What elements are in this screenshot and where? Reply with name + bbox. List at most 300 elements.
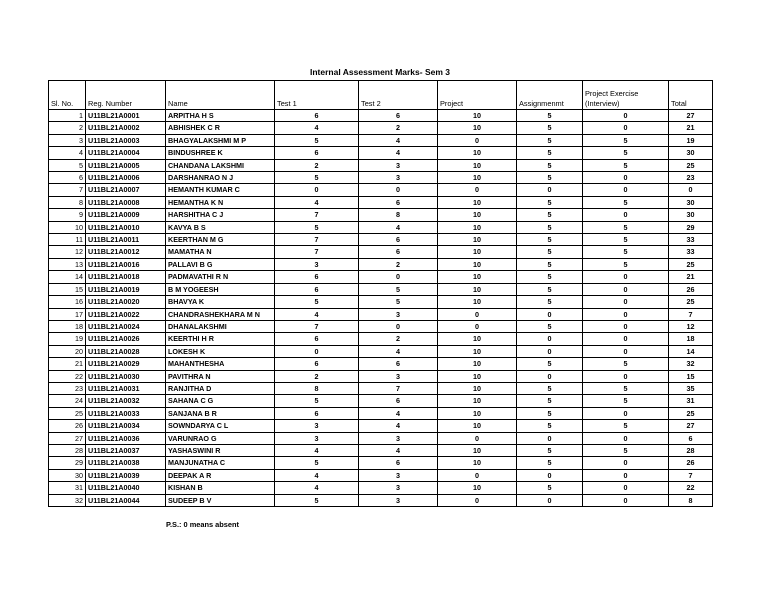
- cell-name: DHANALAKSHMI: [166, 320, 275, 332]
- marks-table: [48, 80, 713, 507]
- cell-reg-number: U11BL21A0030: [86, 370, 166, 382]
- cell-test-2: 0: [359, 320, 438, 332]
- table-row: [49, 122, 713, 134]
- cell-reg-number: U11BL21A0011: [86, 234, 166, 246]
- cell-total: 27: [669, 420, 713, 432]
- cell-reg-number: U11BL21A0016: [86, 258, 166, 270]
- table-row: [49, 407, 713, 419]
- cell-name: BHAGYALAKSHMI M P: [166, 134, 275, 146]
- cell-test-2: 6: [359, 457, 438, 469]
- cell-test-1: 7: [275, 320, 359, 332]
- cell-project-exercise: 5: [583, 134, 669, 146]
- cell-test-2: 3: [359, 159, 438, 171]
- cell-reg-number: U11BL21A0007: [86, 184, 166, 196]
- cell-test-1: 6: [275, 283, 359, 295]
- cell-project: 0: [438, 494, 517, 506]
- cell-name: MAMATHA N: [166, 246, 275, 258]
- cell-test-1: 6: [275, 407, 359, 419]
- cell-test-2: 3: [359, 370, 438, 382]
- cell-total: 31: [669, 395, 713, 407]
- cell-sl-no: 9: [49, 209, 86, 221]
- cell-total: 21: [669, 122, 713, 134]
- cell-name: B M YOGEESH: [166, 283, 275, 295]
- cell-project: 10: [438, 382, 517, 394]
- cell-project: 10: [438, 370, 517, 382]
- cell-total: 7: [669, 469, 713, 481]
- cell-reg-number: U11BL21A0001: [86, 110, 166, 122]
- cell-test-2: 3: [359, 432, 438, 444]
- cell-project-exercise: 5: [583, 159, 669, 171]
- cell-reg-number: U11BL21A0032: [86, 395, 166, 407]
- cell-reg-number: U11BL21A0006: [86, 172, 166, 184]
- cell-total: 7: [669, 308, 713, 320]
- cell-project-exercise: 0: [583, 370, 669, 382]
- cell-name: KAVYA B S: [166, 221, 275, 233]
- cell-name: DEEPAK A R: [166, 469, 275, 481]
- cell-test-1: 6: [275, 110, 359, 122]
- cell-name: SOWNDARYA C L: [166, 420, 275, 432]
- cell-total: 25: [669, 159, 713, 171]
- cell-project: 0: [438, 432, 517, 444]
- cell-assignment: 0: [517, 345, 583, 357]
- cell-project-exercise: 0: [583, 482, 669, 494]
- header-project: Project: [438, 81, 517, 110]
- cell-test-1: 3: [275, 432, 359, 444]
- cell-project-exercise: 0: [583, 172, 669, 184]
- cell-reg-number: U11BL21A0009: [86, 209, 166, 221]
- cell-test-1: 4: [275, 196, 359, 208]
- cell-assignment: 5: [517, 358, 583, 370]
- cell-sl-no: 5: [49, 159, 86, 171]
- cell-total: 15: [669, 370, 713, 382]
- cell-test-1: 7: [275, 246, 359, 258]
- cell-name: KEERTHI H R: [166, 333, 275, 345]
- cell-test-1: 5: [275, 395, 359, 407]
- cell-total: 32: [669, 358, 713, 370]
- header-reg-number: Reg. Number: [86, 81, 166, 110]
- cell-reg-number: U11BL21A0044: [86, 494, 166, 506]
- cell-project: 10: [438, 159, 517, 171]
- cell-total: 26: [669, 457, 713, 469]
- cell-assignment: 0: [517, 370, 583, 382]
- cell-reg-number: U11BL21A0019: [86, 283, 166, 295]
- cell-project-exercise: 0: [583, 283, 669, 295]
- cell-project: 10: [438, 444, 517, 456]
- cell-total: 25: [669, 407, 713, 419]
- cell-assignment: 5: [517, 234, 583, 246]
- cell-total: 21: [669, 271, 713, 283]
- cell-project-exercise: 0: [583, 469, 669, 481]
- table-row: [49, 457, 713, 469]
- table-row: [49, 382, 713, 394]
- cell-test-1: 6: [275, 147, 359, 159]
- cell-project-exercise: 0: [583, 457, 669, 469]
- cell-total: 33: [669, 234, 713, 246]
- cell-assignment: 5: [517, 172, 583, 184]
- cell-name: PADMAVATHI R N: [166, 271, 275, 283]
- cell-test-2: 2: [359, 333, 438, 345]
- cell-reg-number: U11BL21A0038: [86, 457, 166, 469]
- cell-test-1: 6: [275, 358, 359, 370]
- cell-test-1: 4: [275, 122, 359, 134]
- cell-name: PALLAVI B G: [166, 258, 275, 270]
- cell-reg-number: U11BL21A0033: [86, 407, 166, 419]
- cell-name: BHAVYA K: [166, 296, 275, 308]
- footnote: P.S.: 0 means absent: [166, 520, 239, 529]
- cell-total: 27: [669, 110, 713, 122]
- cell-total: 25: [669, 258, 713, 270]
- cell-sl-no: 30: [49, 469, 86, 481]
- cell-sl-no: 22: [49, 370, 86, 382]
- cell-project-exercise: 0: [583, 432, 669, 444]
- cell-assignment: 5: [517, 283, 583, 295]
- cell-assignment: 5: [517, 407, 583, 419]
- cell-sl-no: 1: [49, 110, 86, 122]
- cell-total: 14: [669, 345, 713, 357]
- cell-test-2: 3: [359, 494, 438, 506]
- cell-reg-number: U11BL21A0024: [86, 320, 166, 332]
- cell-sl-no: 19: [49, 333, 86, 345]
- cell-test-1: 4: [275, 308, 359, 320]
- cell-test-1: 5: [275, 494, 359, 506]
- cell-assignment: 0: [517, 333, 583, 345]
- cell-sl-no: 13: [49, 258, 86, 270]
- cell-sl-no: 17: [49, 308, 86, 320]
- cell-reg-number: U11BL21A0029: [86, 358, 166, 370]
- cell-assignment: 0: [517, 469, 583, 481]
- cell-project-exercise: 5: [583, 420, 669, 432]
- header-row: [49, 81, 713, 110]
- table-row: [49, 184, 713, 196]
- cell-reg-number: U11BL21A0039: [86, 469, 166, 481]
- cell-name: SAHANA C G: [166, 395, 275, 407]
- cell-project-exercise: 0: [583, 209, 669, 221]
- cell-test-1: 6: [275, 271, 359, 283]
- cell-test-2: 2: [359, 122, 438, 134]
- cell-test-1: 0: [275, 184, 359, 196]
- cell-project: 10: [438, 358, 517, 370]
- table-row: [49, 296, 713, 308]
- cell-test-2: 6: [359, 395, 438, 407]
- cell-total: 29: [669, 221, 713, 233]
- cell-test-2: 6: [359, 110, 438, 122]
- cell-test-2: 6: [359, 246, 438, 258]
- cell-sl-no: 27: [49, 432, 86, 444]
- cell-assignment: 5: [517, 246, 583, 258]
- cell-test-2: 3: [359, 469, 438, 481]
- cell-test-1: 5: [275, 296, 359, 308]
- cell-project: 10: [438, 296, 517, 308]
- cell-assignment: 5: [517, 482, 583, 494]
- cell-assignment: 5: [517, 134, 583, 146]
- cell-assignment: 5: [517, 159, 583, 171]
- cell-reg-number: U11BL21A0031: [86, 382, 166, 394]
- cell-project-exercise: 0: [583, 110, 669, 122]
- cell-project: 10: [438, 420, 517, 432]
- cell-total: 19: [669, 134, 713, 146]
- table-row: [49, 234, 713, 246]
- cell-name: MANJUNATHA C: [166, 457, 275, 469]
- cell-sl-no: 32: [49, 494, 86, 506]
- cell-assignment: 0: [517, 432, 583, 444]
- cell-assignment: 5: [517, 258, 583, 270]
- cell-project: 10: [438, 482, 517, 494]
- cell-sl-no: 16: [49, 296, 86, 308]
- table-row: [49, 308, 713, 320]
- cell-project: 10: [438, 246, 517, 258]
- header-test-2: Test 2: [359, 81, 438, 110]
- cell-total: 28: [669, 444, 713, 456]
- cell-sl-no: 20: [49, 345, 86, 357]
- cell-project-exercise: 0: [583, 320, 669, 332]
- cell-name: SANJANA B R: [166, 407, 275, 419]
- cell-name: YASHASWINI R: [166, 444, 275, 456]
- table-row: [49, 283, 713, 295]
- header-project-exercise: Project Exercise (Interview): [583, 81, 669, 110]
- cell-reg-number: U11BL21A0026: [86, 333, 166, 345]
- cell-project-exercise: 5: [583, 395, 669, 407]
- cell-sl-no: 14: [49, 271, 86, 283]
- cell-reg-number: U11BL21A0008: [86, 196, 166, 208]
- cell-name: KISHAN B: [166, 482, 275, 494]
- cell-name: HEMANTH KUMAR C: [166, 184, 275, 196]
- cell-sl-no: 23: [49, 382, 86, 394]
- cell-test-1: 2: [275, 159, 359, 171]
- cell-test-2: 3: [359, 172, 438, 184]
- cell-sl-no: 26: [49, 420, 86, 432]
- cell-test-2: 4: [359, 221, 438, 233]
- cell-project-exercise: 0: [583, 494, 669, 506]
- table-row: [49, 444, 713, 456]
- cell-sl-no: 11: [49, 234, 86, 246]
- cell-reg-number: U11BL21A0012: [86, 246, 166, 258]
- cell-total: 0: [669, 184, 713, 196]
- cell-project-exercise: 5: [583, 221, 669, 233]
- cell-total: 22: [669, 482, 713, 494]
- cell-project-exercise: 5: [583, 358, 669, 370]
- cell-test-1: 5: [275, 457, 359, 469]
- cell-test-1: 6: [275, 333, 359, 345]
- cell-project: 10: [438, 283, 517, 295]
- cell-sl-no: 4: [49, 147, 86, 159]
- cell-name: ARPITHA H S: [166, 110, 275, 122]
- cell-test-1: 8: [275, 382, 359, 394]
- cell-project: 10: [438, 457, 517, 469]
- cell-name: RANJITHA D: [166, 382, 275, 394]
- cell-project: 0: [438, 320, 517, 332]
- table-row: [49, 134, 713, 146]
- cell-project: 10: [438, 407, 517, 419]
- cell-project-exercise: 0: [583, 345, 669, 357]
- cell-sl-no: 12: [49, 246, 86, 258]
- cell-name: BINDUSHREE K: [166, 147, 275, 159]
- cell-name: SUDEEP B V: [166, 494, 275, 506]
- cell-reg-number: U11BL21A0034: [86, 420, 166, 432]
- cell-total: 30: [669, 147, 713, 159]
- cell-test-1: 5: [275, 134, 359, 146]
- header-assignment: Assignmenmt: [517, 81, 583, 110]
- cell-test-2: 7: [359, 382, 438, 394]
- cell-assignment: 5: [517, 296, 583, 308]
- cell-project: 10: [438, 172, 517, 184]
- cell-test-1: 7: [275, 234, 359, 246]
- cell-assignment: 5: [517, 444, 583, 456]
- cell-name: CHANDRASHEKHARA M N: [166, 308, 275, 320]
- cell-project: 10: [438, 221, 517, 233]
- cell-total: 30: [669, 209, 713, 221]
- table-row: [49, 432, 713, 444]
- cell-name: LOKESH K: [166, 345, 275, 357]
- cell-reg-number: U11BL21A0020: [86, 296, 166, 308]
- cell-assignment: 5: [517, 420, 583, 432]
- cell-name: ABHISHEK C R: [166, 122, 275, 134]
- cell-project-exercise: 0: [583, 296, 669, 308]
- cell-name: KEERTHAN M G: [166, 234, 275, 246]
- table-row: [49, 370, 713, 382]
- cell-test-1: 5: [275, 172, 359, 184]
- cell-test-2: 4: [359, 444, 438, 456]
- cell-sl-no: 31: [49, 482, 86, 494]
- table-body: [49, 110, 713, 507]
- cell-project: 0: [438, 469, 517, 481]
- cell-name: MAHANTHESHA: [166, 358, 275, 370]
- cell-assignment: 0: [517, 308, 583, 320]
- cell-total: 25: [669, 296, 713, 308]
- cell-assignment: 5: [517, 457, 583, 469]
- cell-total: 8: [669, 494, 713, 506]
- cell-project: 10: [438, 395, 517, 407]
- cell-project: 0: [438, 184, 517, 196]
- cell-project-exercise: 0: [583, 407, 669, 419]
- cell-test-2: 6: [359, 358, 438, 370]
- cell-test-2: 4: [359, 420, 438, 432]
- cell-project: 10: [438, 147, 517, 159]
- cell-sl-no: 21: [49, 358, 86, 370]
- cell-project-exercise: 0: [583, 308, 669, 320]
- cell-test-2: 4: [359, 147, 438, 159]
- cell-assignment: 5: [517, 320, 583, 332]
- cell-reg-number: U11BL21A0037: [86, 444, 166, 456]
- cell-project-exercise: 0: [583, 333, 669, 345]
- cell-reg-number: U11BL21A0010: [86, 221, 166, 233]
- cell-sl-no: 18: [49, 320, 86, 332]
- table-row: [49, 246, 713, 258]
- cell-project-exercise: 5: [583, 382, 669, 394]
- cell-test-1: 5: [275, 221, 359, 233]
- cell-sl-no: 2: [49, 122, 86, 134]
- table-row: [49, 159, 713, 171]
- cell-assignment: 5: [517, 209, 583, 221]
- page-title: Internal Assessment Marks- Sem 3: [310, 67, 450, 77]
- cell-name: VARUNRAO G: [166, 432, 275, 444]
- cell-test-1: 7: [275, 209, 359, 221]
- cell-sl-no: 7: [49, 184, 86, 196]
- cell-sl-no: 10: [49, 221, 86, 233]
- cell-project-exercise: 0: [583, 122, 669, 134]
- header-test-1: Test 1: [275, 81, 359, 110]
- cell-project: 0: [438, 134, 517, 146]
- table-row: [49, 196, 713, 208]
- table-row: [49, 494, 713, 506]
- cell-test-2: 6: [359, 234, 438, 246]
- cell-sl-no: 28: [49, 444, 86, 456]
- cell-reg-number: U11BL21A0003: [86, 134, 166, 146]
- table-row: [49, 358, 713, 370]
- cell-reg-number: U11BL21A0036: [86, 432, 166, 444]
- cell-project-exercise: 5: [583, 234, 669, 246]
- cell-total: 6: [669, 432, 713, 444]
- cell-project-exercise: 0: [583, 184, 669, 196]
- cell-project: 10: [438, 209, 517, 221]
- cell-project: 10: [438, 345, 517, 357]
- cell-test-1: 4: [275, 444, 359, 456]
- cell-total: 33: [669, 246, 713, 258]
- cell-total: 35: [669, 382, 713, 394]
- cell-name: PAVITHRA N: [166, 370, 275, 382]
- cell-test-2: 3: [359, 482, 438, 494]
- table-row: [49, 395, 713, 407]
- cell-total: 18: [669, 333, 713, 345]
- cell-sl-no: 3: [49, 134, 86, 146]
- cell-assignment: 5: [517, 110, 583, 122]
- header-total: Total: [669, 81, 713, 110]
- cell-test-2: 4: [359, 134, 438, 146]
- cell-reg-number: U11BL21A0002: [86, 122, 166, 134]
- cell-project: 10: [438, 234, 517, 246]
- table-row: [49, 333, 713, 345]
- table-row: [49, 110, 713, 122]
- cell-sl-no: 6: [49, 172, 86, 184]
- cell-test-2: 5: [359, 283, 438, 295]
- cell-test-2: 6: [359, 196, 438, 208]
- cell-name: HARSHITHA C J: [166, 209, 275, 221]
- cell-sl-no: 15: [49, 283, 86, 295]
- table-row: [49, 209, 713, 221]
- cell-test-1: 3: [275, 258, 359, 270]
- cell-reg-number: U11BL21A0004: [86, 147, 166, 159]
- cell-sl-no: 8: [49, 196, 86, 208]
- cell-project: 10: [438, 258, 517, 270]
- cell-project: 10: [438, 271, 517, 283]
- table-row: [49, 271, 713, 283]
- header-sl-no: Sl. No.: [49, 81, 86, 110]
- cell-test-1: 3: [275, 420, 359, 432]
- cell-project-exercise: 5: [583, 147, 669, 159]
- cell-test-1: 4: [275, 482, 359, 494]
- cell-test-1: 0: [275, 345, 359, 357]
- cell-project: 10: [438, 122, 517, 134]
- cell-assignment: 5: [517, 271, 583, 283]
- cell-project: 10: [438, 196, 517, 208]
- cell-assignment: 5: [517, 147, 583, 159]
- cell-name: HEMANTHA K N: [166, 196, 275, 208]
- cell-total: 26: [669, 283, 713, 295]
- cell-project-exercise: 5: [583, 246, 669, 258]
- table-row: [49, 482, 713, 494]
- cell-reg-number: U11BL21A0040: [86, 482, 166, 494]
- cell-total: 23: [669, 172, 713, 184]
- cell-project: 10: [438, 110, 517, 122]
- cell-assignment: 0: [517, 494, 583, 506]
- table-row: [49, 320, 713, 332]
- cell-test-2: 4: [359, 407, 438, 419]
- cell-project-exercise: 0: [583, 271, 669, 283]
- cell-assignment: 5: [517, 221, 583, 233]
- cell-test-2: 5: [359, 296, 438, 308]
- cell-assignment: 5: [517, 395, 583, 407]
- cell-assignment: 0: [517, 184, 583, 196]
- cell-sl-no: 24: [49, 395, 86, 407]
